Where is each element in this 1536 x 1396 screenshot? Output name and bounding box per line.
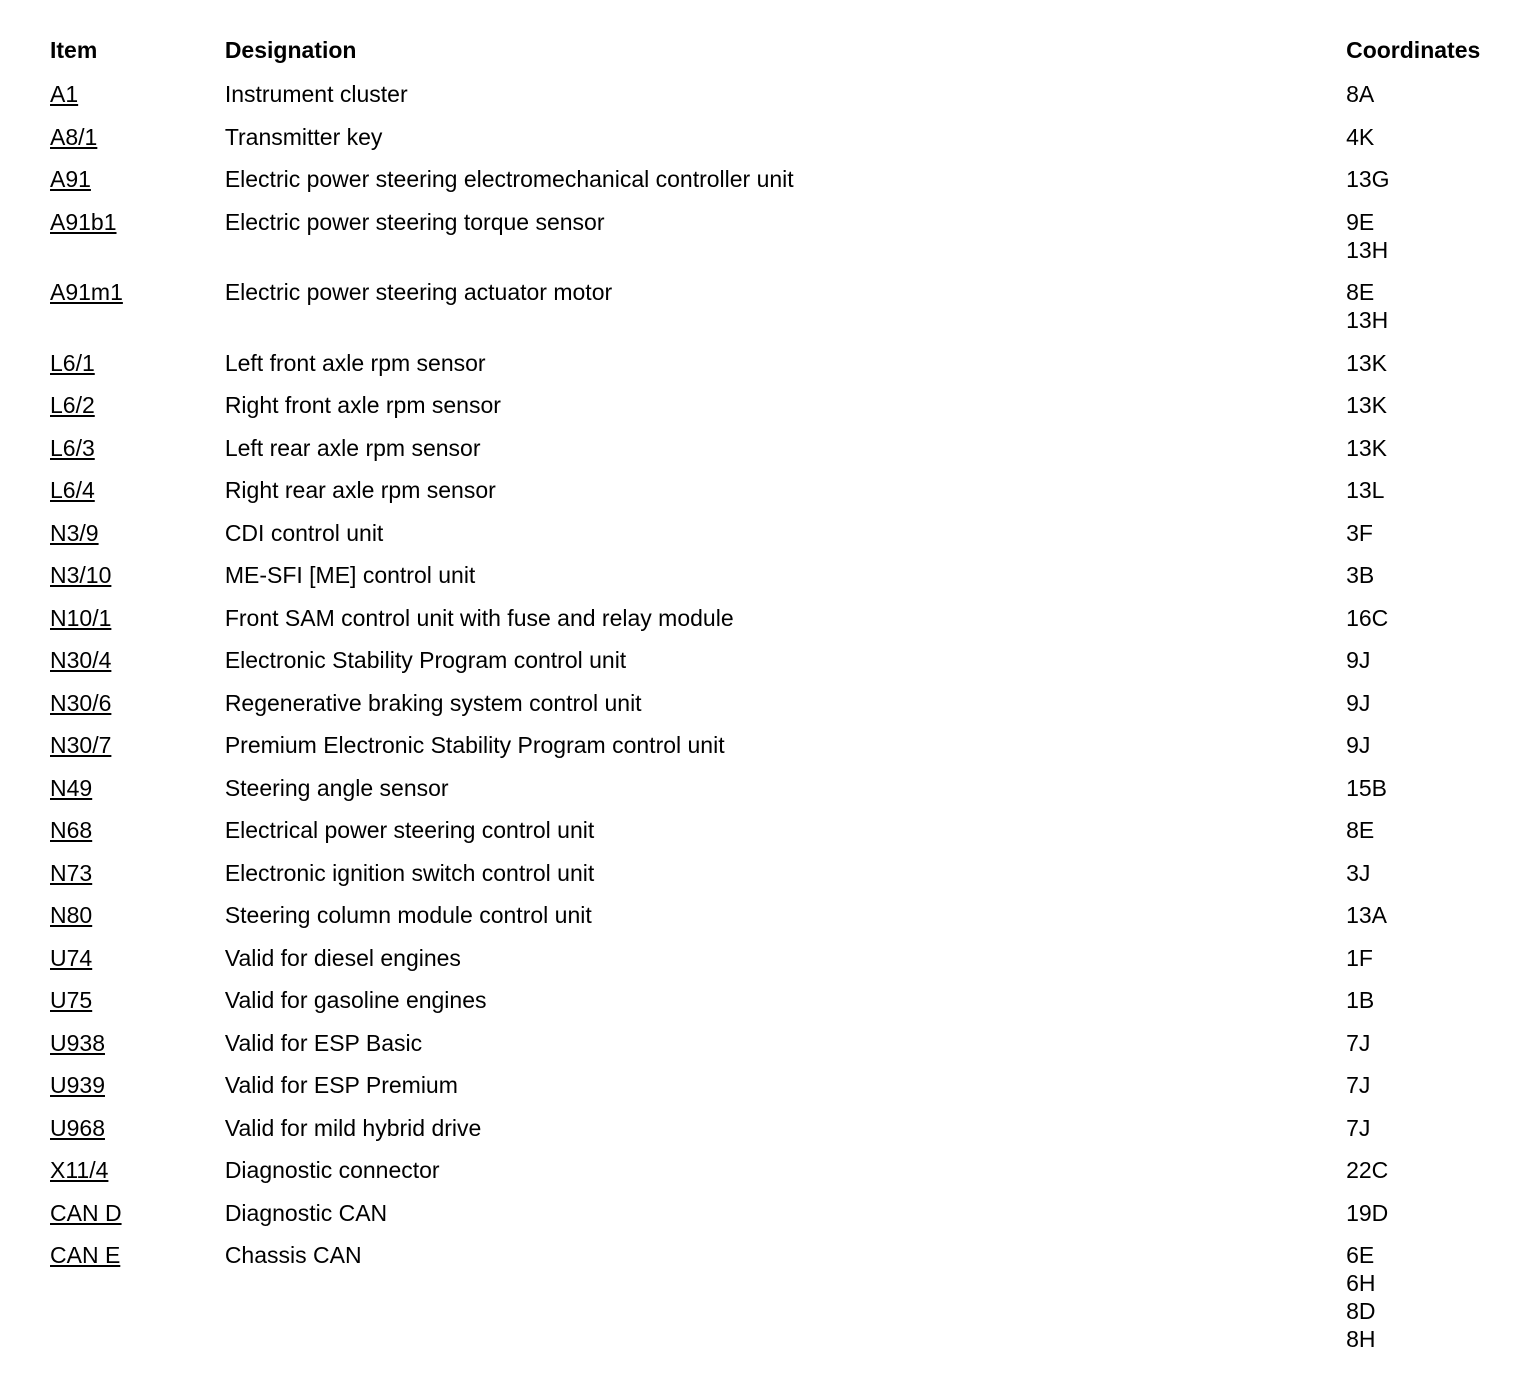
item-link[interactable]: A91 [50, 166, 91, 192]
coordinate-value: 19D [1346, 1199, 1389, 1226]
table-row [50, 986, 1536, 1029]
table-row [50, 80, 1536, 123]
item-cell [50, 731, 225, 774]
coordinates-cell [1346, 1071, 1536, 1114]
coordinates-cell [1346, 208, 1536, 279]
table-row [50, 731, 1536, 774]
item-link[interactable]: N30/4 [50, 647, 112, 673]
item-link[interactable]: N49 [50, 774, 93, 801]
designation-cell: Steering angle sensor [224, 774, 449, 801]
coordinates-cell [1346, 901, 1536, 944]
header-item: Item [50, 37, 98, 63]
table-row [50, 1156, 1536, 1199]
table-row [50, 901, 1536, 944]
coordinates-cell [1346, 689, 1536, 732]
header-row [50, 36, 1536, 80]
item-link[interactable]: A8/1 [50, 123, 98, 150]
coordinates-cell [1346, 349, 1536, 392]
item-link[interactable]: L6/3 [50, 434, 95, 461]
item-link[interactable]: L6/1 [50, 349, 95, 376]
item-cell [50, 1199, 225, 1242]
table-header [50, 36, 1536, 80]
table-row [50, 278, 1536, 349]
designation-cell: Electric power steering actuator motor [224, 279, 613, 305]
item-link[interactable]: CAN E [50, 1242, 121, 1268]
item-cell [50, 816, 225, 859]
item-link[interactable]: N30/7 [50, 732, 112, 758]
item-cell [50, 476, 225, 519]
coordinates-cell [1346, 1199, 1536, 1242]
item-cell [50, 123, 225, 166]
coordinates-cell [1346, 1114, 1536, 1157]
coordinates-cell [1346, 434, 1536, 477]
table-row [50, 1241, 1536, 1368]
header-coordinates: Coordinates [1346, 37, 1481, 63]
designation-cell: Valid for mild hybrid drive [224, 1114, 482, 1141]
table-row [50, 1199, 1536, 1242]
item-cell [50, 689, 225, 732]
coordinate-value: 13H [1346, 236, 1389, 263]
item-cell [50, 349, 225, 392]
coordinate-value: 3J [1346, 859, 1371, 886]
item-cell [50, 986, 225, 1029]
coordinate-value: 7J [1346, 1029, 1371, 1056]
designation-cell: Electric power steering electromechanical controller unit [224, 166, 794, 192]
coordinate-value: 13K [1346, 349, 1388, 376]
item-link[interactable]: N68 [50, 817, 93, 843]
designation-cell: Premium Electronic Stability Program control unit [224, 732, 725, 758]
table-row [50, 1114, 1536, 1157]
designation-cell: Left rear axle rpm sensor [224, 434, 481, 461]
designation-cell: Right front axle rpm sensor [224, 392, 501, 418]
designation-cell: Transmitter key [224, 123, 383, 150]
coordinates-cell [1346, 278, 1536, 349]
item-link[interactable]: CAN D [50, 1199, 122, 1226]
designation-cell: Chassis CAN [224, 1242, 362, 1268]
item-cell [50, 1156, 225, 1199]
coordinate-value: 9J [1346, 689, 1371, 716]
designation-cell: Right rear axle rpm sensor [224, 477, 496, 503]
item-link[interactable]: N30/6 [50, 689, 112, 716]
designation-cell: Valid for gasoline engines [224, 987, 487, 1013]
item-cell [50, 901, 225, 944]
table-row [50, 391, 1536, 434]
coordinate-value: 1B [1346, 987, 1375, 1013]
coordinate-value: 16C [1346, 604, 1389, 631]
coordinate-value: 8A [1346, 81, 1375, 107]
item-link[interactable]: U74 [50, 944, 93, 971]
coordinates-cell [1346, 391, 1536, 434]
designation-cell: Valid for ESP Premium [224, 1072, 458, 1098]
designation-cell: Steering column module control unit [224, 902, 592, 928]
coordinates-cell [1346, 80, 1536, 123]
coordinate-value: 8H [1346, 1326, 1376, 1352]
coordinate-value: 8E [1346, 279, 1375, 305]
coordinate-value: 1F [1346, 944, 1373, 971]
item-cell [50, 561, 225, 604]
table-row [50, 519, 1536, 562]
table-row [50, 689, 1536, 732]
table-row [50, 646, 1536, 689]
designation-cell: Diagnostic CAN [224, 1199, 388, 1226]
item-link[interactable]: A91b1 [50, 208, 117, 235]
item-cell [50, 774, 225, 817]
coordinates-cell [1346, 731, 1536, 774]
component-legend-table [50, 36, 1536, 1368]
coordinate-value: 13A [1346, 902, 1388, 928]
coordinate-value: 9E [1346, 208, 1375, 235]
coordinates-cell [1346, 816, 1536, 859]
coordinate-value: 13H [1346, 307, 1389, 333]
coordinates-cell [1346, 646, 1536, 689]
designation-cell: Diagnostic connector [224, 1157, 440, 1183]
item-cell [50, 604, 225, 647]
coordinate-value: 7J [1346, 1072, 1371, 1098]
designation-cell: ME-SFI [ME] control unit [224, 562, 476, 588]
coordinate-value: 6H [1346, 1270, 1376, 1296]
coordinate-value: 8E [1346, 817, 1375, 843]
table-body [50, 80, 1536, 1368]
coordinates-cell [1346, 944, 1536, 987]
item-link[interactable]: U938 [50, 1029, 105, 1056]
table-row [50, 1029, 1536, 1072]
table-row [50, 774, 1536, 817]
item-link[interactable]: U75 [50, 987, 93, 1013]
item-link[interactable]: N3/10 [50, 562, 112, 588]
designation-cell: Electric power steering torque sensor [224, 208, 605, 235]
item-link[interactable]: A1 [50, 81, 79, 107]
item-cell [50, 519, 225, 562]
coordinate-value: 9J [1346, 732, 1371, 758]
coordinates-cell [1346, 986, 1536, 1029]
table-row [50, 859, 1536, 902]
coordinates-cell [1346, 1029, 1536, 1072]
designation-cell: Instrument cluster [224, 81, 408, 107]
designation-cell: Electronic Stability Program control unit [224, 647, 627, 673]
designation-cell: Valid for diesel engines [224, 944, 461, 971]
designation-cell: Left front axle rpm sensor [224, 349, 486, 376]
item-link[interactable]: U968 [50, 1114, 105, 1141]
coordinates-cell [1346, 476, 1536, 519]
coordinate-value: 13K [1346, 392, 1388, 418]
coordinates-cell [1346, 165, 1536, 208]
item-cell [50, 944, 225, 987]
item-link[interactable]: U939 [50, 1072, 105, 1098]
coordinate-value: 3F [1346, 519, 1373, 546]
coordinate-value: 9J [1346, 647, 1371, 673]
designation-cell: CDI control unit [224, 519, 384, 546]
coordinate-value: 6E [1346, 1242, 1375, 1268]
coordinates-cell [1346, 774, 1536, 817]
designation-cell: Electrical power steering control unit [224, 817, 595, 843]
table-row [50, 208, 1536, 279]
table-row [50, 476, 1536, 519]
coordinate-value: 13G [1346, 166, 1390, 192]
table-row [50, 944, 1536, 987]
table-row [50, 561, 1536, 604]
coordinate-value: 15B [1346, 774, 1388, 801]
coordinates-cell [1346, 561, 1536, 604]
table-row [50, 123, 1536, 166]
item-link[interactable]: N10/1 [50, 604, 112, 631]
coordinate-value: 3B [1346, 562, 1375, 588]
coordinates-cell [1346, 1156, 1536, 1199]
item-cell [50, 208, 225, 279]
item-cell [50, 278, 225, 349]
designation-cell: Regenerative braking system control unit [224, 689, 642, 716]
designation-cell: Valid for ESP Basic [224, 1029, 423, 1056]
item-link[interactable]: N80 [50, 902, 93, 928]
item-cell [50, 80, 225, 123]
coordinate-value: 4K [1346, 123, 1375, 150]
table-row [50, 1071, 1536, 1114]
coordinate-value: 13L [1346, 477, 1385, 503]
item-cell [50, 1241, 225, 1368]
item-cell [50, 1071, 225, 1114]
item-cell [50, 391, 225, 434]
coordinates-cell [1346, 859, 1536, 902]
coordinates-cell [1346, 519, 1536, 562]
item-link[interactable]: N3/9 [50, 519, 99, 546]
table-row [50, 816, 1536, 859]
coordinates-cell [1346, 604, 1536, 647]
coordinates-cell [1346, 123, 1536, 166]
item-link[interactable]: A91m1 [50, 279, 123, 305]
item-cell [50, 646, 225, 689]
table-row [50, 604, 1536, 647]
table-row [50, 434, 1536, 477]
item-link[interactable]: L6/4 [50, 477, 95, 503]
item-link[interactable]: N73 [50, 859, 93, 886]
table-row [50, 165, 1536, 208]
designation-cell: Front SAM control unit with fuse and relay module [224, 604, 734, 631]
item-cell [50, 859, 225, 902]
table-row [50, 349, 1536, 392]
designation-cell: Electronic ignition switch control unit [224, 859, 595, 886]
coordinate-value: 8D [1346, 1298, 1376, 1324]
item-cell [50, 165, 225, 208]
item-cell [50, 434, 225, 477]
coordinate-value: 7J [1346, 1114, 1371, 1141]
item-link[interactable]: X11/4 [50, 1157, 109, 1183]
item-cell [50, 1029, 225, 1072]
header-designation: Designation [224, 37, 357, 63]
item-link[interactable]: L6/2 [50, 392, 95, 418]
item-cell [50, 1114, 225, 1157]
coordinates-cell [1346, 1241, 1536, 1368]
coordinate-value: 22C [1346, 1157, 1389, 1183]
coordinate-value: 13K [1346, 434, 1388, 461]
